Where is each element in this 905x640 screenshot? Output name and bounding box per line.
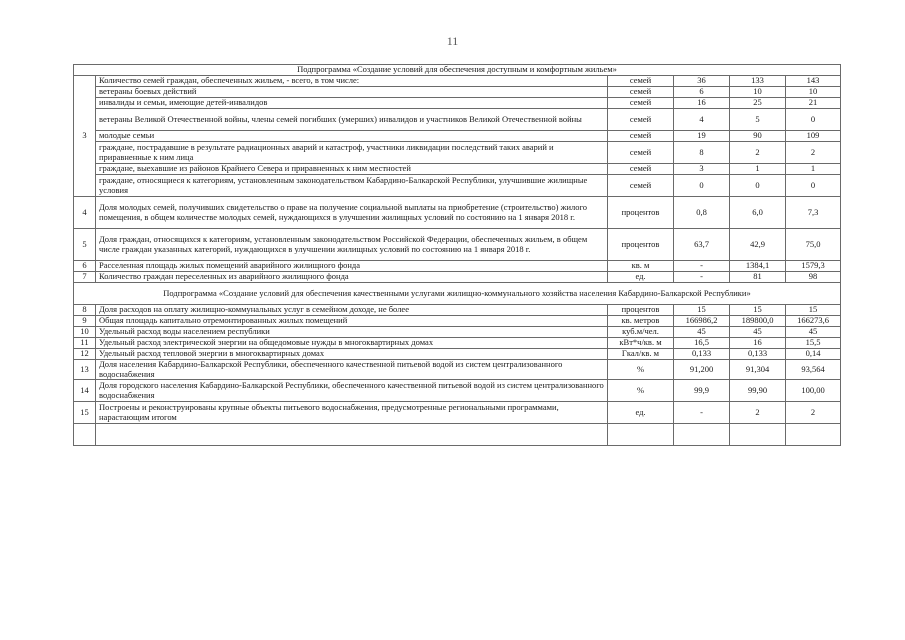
row-number: 6 (74, 261, 96, 272)
value-cell-3: 75,0 (786, 229, 841, 261)
value-cell-3: 2 (786, 402, 841, 424)
unit-cell: кв. м (608, 261, 674, 272)
value-cell-1: 36 (674, 76, 730, 87)
indicator-cell: Удельный расход воды населением республики (96, 327, 608, 338)
unit-cell: Гкал/кв. м (608, 349, 674, 360)
value-cell-2: 10 (730, 87, 786, 98)
row-number: 4 (74, 197, 96, 229)
table-row (74, 197, 841, 229)
unit-cell: семей (608, 175, 674, 197)
unit-cell: ед. (608, 402, 674, 424)
value-cell-1: 6 (674, 87, 730, 98)
table-row (74, 360, 841, 380)
value-cell-2: 90 (730, 131, 786, 142)
section-title: Подпрограмма «Создание условий для обеспечения доступным и комфортным жильем» (74, 65, 841, 76)
table-row (74, 272, 841, 283)
row-number: 11 (74, 338, 96, 349)
value-cell-1: 99,9 (674, 380, 730, 402)
row-number: 14 (74, 380, 96, 402)
indicator-cell: Доля молодых семей, получивших свидетельство о праве на получение социальной выплаты на приобретение (строительство) жилого помещения, в общем количестве молодых семей, нуждающихся в улучшении жилищных условий по состоянию на 1 января 2018 г. (96, 197, 608, 229)
value-cell-3: 0 (786, 175, 841, 197)
value-cell-3: 15 (786, 305, 841, 316)
table-row (74, 87, 841, 98)
value-cell-1: 0,8 (674, 197, 730, 229)
value-cell-1 (674, 424, 730, 446)
value-cell-1: 0,133 (674, 349, 730, 360)
value-cell-2: 15 (730, 305, 786, 316)
table-row (74, 261, 841, 272)
section-header-row (74, 65, 841, 76)
indicator-cell: Построены и реконструированы крупные объекты питьевого водоснабжения, предусмотренные региональными программами, нарастающим итогом (96, 402, 608, 424)
value-cell-3: 109 (786, 131, 841, 142)
value-cell-3: 1 (786, 164, 841, 175)
value-cell-2: 5 (730, 109, 786, 131)
indicator-cell: граждане, выехавшие из районов Крайнего Севера и приравненных к ним местностей (96, 164, 608, 175)
value-cell-3: 143 (786, 76, 841, 87)
table-row (74, 349, 841, 360)
value-cell-2: 1384,1 (730, 261, 786, 272)
unit-cell: ед. (608, 272, 674, 283)
table-row (74, 402, 841, 424)
value-cell-2: 25 (730, 98, 786, 109)
value-cell-2: 189800,0 (730, 316, 786, 327)
row-number: 12 (74, 349, 96, 360)
indicator-cell: Количество семей граждан, обеспеченных жильем, - всего, в том числе: (96, 76, 608, 87)
value-cell-3: 10 (786, 87, 841, 98)
value-cell-2: 133 (730, 76, 786, 87)
table-row (74, 327, 841, 338)
indicator-cell: Удельный расход электрической энергии на общедомовые нужды в многоквартирных домах (96, 338, 608, 349)
value-cell-3: 100,00 (786, 380, 841, 402)
unit-cell: кв. метров (608, 316, 674, 327)
value-cell-1: - (674, 261, 730, 272)
unit-cell: кВт*ч/кв. м (608, 338, 674, 349)
value-cell-1: - (674, 272, 730, 283)
value-cell-1: 15 (674, 305, 730, 316)
value-cell-1: 8 (674, 142, 730, 164)
indicator-cell (96, 424, 608, 446)
indicator-cell: Удельный расход тепловой энергии в многоквартирных домах (96, 349, 608, 360)
value-cell-1: - (674, 402, 730, 424)
value-cell-3: 98 (786, 272, 841, 283)
row-number: 13 (74, 360, 96, 380)
table-row (74, 424, 841, 446)
table-row (74, 175, 841, 197)
value-cell-3: 7,3 (786, 197, 841, 229)
table-row (74, 142, 841, 164)
unit-cell: % (608, 360, 674, 380)
value-cell-1: 16 (674, 98, 730, 109)
table-row (74, 164, 841, 175)
value-cell-3: 166273,6 (786, 316, 841, 327)
value-cell-3: 93,564 (786, 360, 841, 380)
indicator-cell: ветераны боевых действий (96, 87, 608, 98)
row-number (74, 424, 96, 446)
unit-cell: семей (608, 109, 674, 131)
value-cell-1: 45 (674, 327, 730, 338)
unit-cell: семей (608, 98, 674, 109)
indicator-cell: Количество граждан переселенных из аварийного жилищного фонда (96, 272, 608, 283)
section-header-row (74, 283, 841, 305)
unit-cell: процентов (608, 305, 674, 316)
table-row (74, 338, 841, 349)
row-number: 5 (74, 229, 96, 261)
table-row (74, 131, 841, 142)
value-cell-2: 99,90 (730, 380, 786, 402)
value-cell-2 (730, 424, 786, 446)
row-number: 8 (74, 305, 96, 316)
indicator-cell: Доля городского населения Кабардино-Балкарской Республики, обеспеченного качественной питьевой водой из систем централизованного водоснабжения (96, 380, 608, 402)
unit-cell: семей (608, 164, 674, 175)
unit-cell: процентов (608, 229, 674, 261)
indicator-cell: Расселенная площадь жилых помещений аварийного жилищного фонда (96, 261, 608, 272)
table-row (74, 380, 841, 402)
row-number: 3 (74, 76, 96, 197)
indicator-cell: инвалиды и семьи, имеющие детей-инвалидов (96, 98, 608, 109)
unit-cell: куб.м/чел. (608, 327, 674, 338)
table-row (74, 305, 841, 316)
row-number: 7 (74, 272, 96, 283)
value-cell-2: 42,9 (730, 229, 786, 261)
value-cell-3: 15,5 (786, 338, 841, 349)
unit-cell: процентов (608, 197, 674, 229)
unit-cell: семей (608, 131, 674, 142)
value-cell-2: 91,304 (730, 360, 786, 380)
indicator-cell: Общая площадь капитально отремонтированных жилых помещений (96, 316, 608, 327)
table-row (74, 229, 841, 261)
value-cell-1: 3 (674, 164, 730, 175)
row-number: 15 (74, 402, 96, 424)
unit-cell: семей (608, 76, 674, 87)
indicator-cell: Доля населения Кабардино-Балкарской Республики, обеспеченного качественной питьевой водой из систем централизованного водоснабжения (96, 360, 608, 380)
value-cell-2: 1 (730, 164, 786, 175)
value-cell-2: 2 (730, 402, 786, 424)
unit-cell: семей (608, 142, 674, 164)
value-cell-3: 21 (786, 98, 841, 109)
value-cell-1: 0 (674, 175, 730, 197)
value-cell-2: 2 (730, 142, 786, 164)
table-row (74, 98, 841, 109)
value-cell-3: 1579,3 (786, 261, 841, 272)
indicator-cell: Доля граждан, относящихся к категориям, установленным законодательством Российской Федерации, обеспеченных жильем, в общем числе граждан указанных категорий, нуждающихся в улучшении жилищных условий по состоянию на 1 января 2018 г. (96, 229, 608, 261)
value-cell-2: 16 (730, 338, 786, 349)
table-row (74, 109, 841, 131)
section-title: Подпрограмма «Создание условий для обеспечения качественными услугами жилищно-коммунального хозяйства населения Кабардино-Балкарской Республики» (74, 283, 841, 305)
indicator-cell: молодые семьи (96, 131, 608, 142)
value-cell-1: 166986,2 (674, 316, 730, 327)
value-cell-1: 16,5 (674, 338, 730, 349)
value-cell-2: 0 (730, 175, 786, 197)
value-cell-3 (786, 424, 841, 446)
value-cell-3: 0,14 (786, 349, 841, 360)
value-cell-2: 81 (730, 272, 786, 283)
indicator-cell: ветераны Великой Отечественной войны, члены семей погибших (умерших) инвалидов и участников Великой Отечественной войны (96, 109, 608, 131)
unit-cell: семей (608, 87, 674, 98)
value-cell-3: 0 (786, 109, 841, 131)
unit-cell: % (608, 380, 674, 402)
indicators-table (73, 64, 841, 446)
value-cell-2: 0,133 (730, 349, 786, 360)
table-row (74, 76, 841, 87)
indicator-cell: граждане, относящиеся к категориям, установленным законодательством Кабардино-Балкарской Республики, улучшившие жилищные условия (96, 175, 608, 197)
value-cell-2: 6,0 (730, 197, 786, 229)
value-cell-3: 45 (786, 327, 841, 338)
value-cell-2: 45 (730, 327, 786, 338)
table-row (74, 316, 841, 327)
value-cell-3: 2 (786, 142, 841, 164)
page-number: 11 (446, 34, 459, 48)
value-cell-1: 19 (674, 131, 730, 142)
row-number: 10 (74, 327, 96, 338)
value-cell-1: 63,7 (674, 229, 730, 261)
row-number: 9 (74, 316, 96, 327)
value-cell-1: 91,200 (674, 360, 730, 380)
indicator-cell: Доля расходов на оплату жилищно-коммунальных услуг в семейном доходе, не более (96, 305, 608, 316)
unit-cell (608, 424, 674, 446)
value-cell-1: 4 (674, 109, 730, 131)
indicator-cell: граждане, пострадавшие в результате радиационных аварий и катастроф, участники ликвидации последствий таких аварий и приравненные к ним лица (96, 142, 608, 164)
